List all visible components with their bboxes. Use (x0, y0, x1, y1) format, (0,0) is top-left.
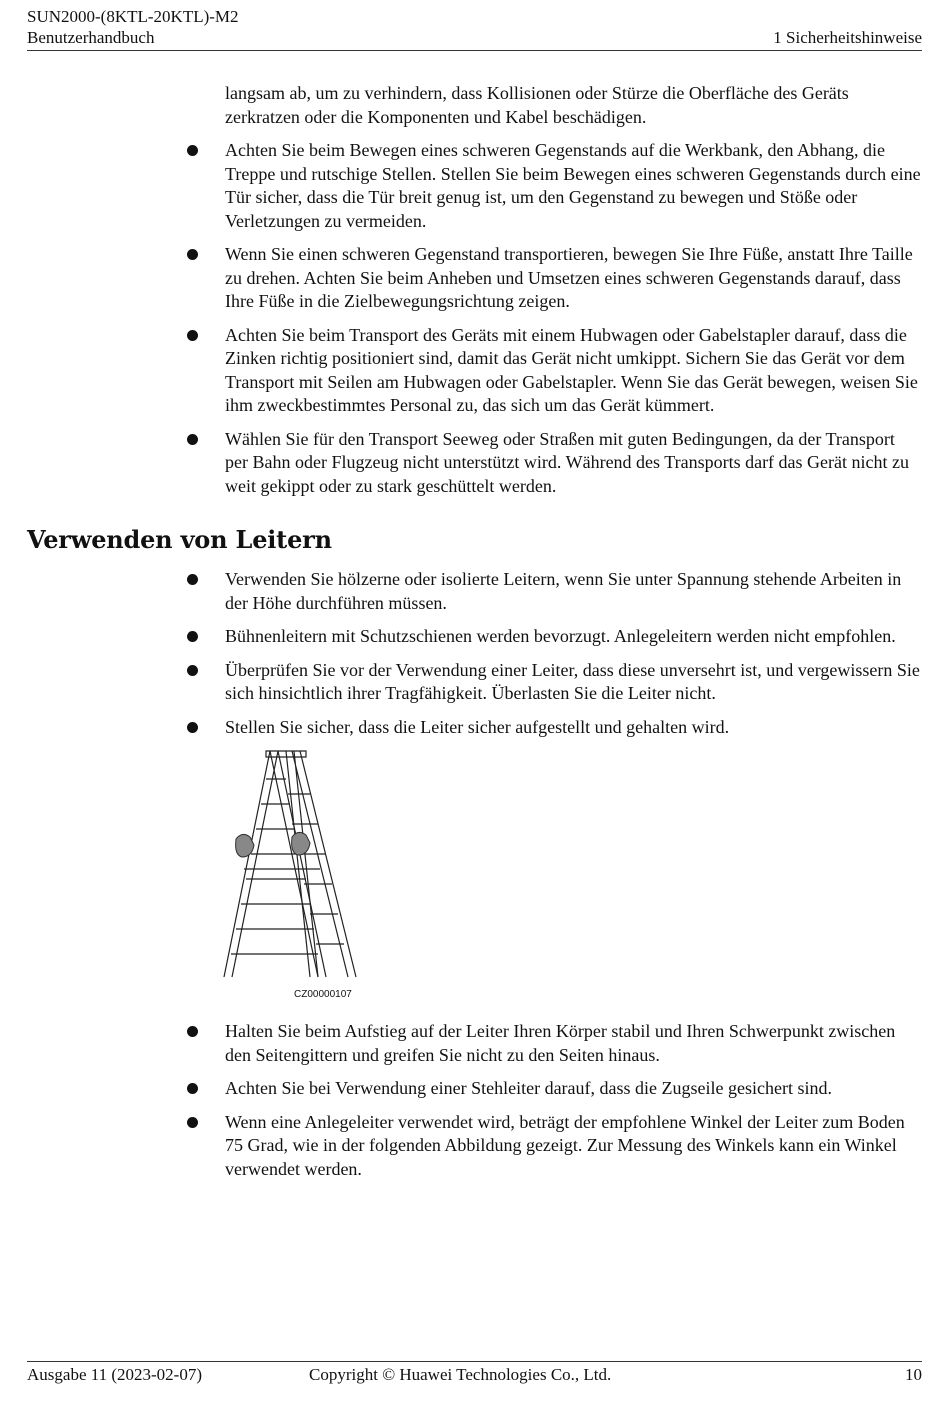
list-item-text: Halten Sie beim Aufstieg auf der Leiter Ihren Körper stabil und Ihren Schwerpunkt zwischen den Seitengittern und greifen Sie nicht zu den Seiten hinaus. (225, 1021, 896, 1065)
list-item-text: Bühnenleitern mit Schutzschienen werden bevorzugt. Anlegeleitern werden nicht empfohlen. (225, 626, 896, 646)
list-item-text: Stellen Sie sicher, dass die Leiter sicher aufgestellt und gehalten wird. (225, 716, 730, 737)
edition-label: Ausgabe 11 (2023-02-07) (27, 1365, 202, 1384)
list-item (225, 243, 922, 314)
bullet-icon (187, 1026, 198, 1037)
bullet-icon (187, 665, 198, 676)
list-item (225, 1077, 922, 1101)
figure-code: CZ00000107 (294, 989, 352, 1000)
list-item-text: langsam ab, um zu verhindern, dass Kollisionen oder Stürze die Oberfläche des Geräts zerkratzen oder die Komponenten und Kabel beschädigen. (225, 83, 849, 127)
document-type: Benutzerhandbuch (27, 28, 155, 47)
page-header (27, 6, 922, 51)
bullet-icon (187, 330, 198, 341)
page-number: 10 (905, 1365, 922, 1384)
list-item-text: Wählen Sie für den Transport Seeweg oder Straßen mit guten Bedingungen, da der Transport per Bahn oder Flugzeug nicht unterstützt wird. Während des Transports darf das Gerät nicht zu weit gekippt oder zu stark geschüttelt werden. (225, 428, 909, 496)
list-item-text: Achten Sie beim Bewegen eines schweren Gegenstands auf die Werkbank, den Abhang, die Treppe und rutschige Stellen. Stellen Sie beim Bewegen eines schweren Gegenstands durch eine Tür sicher, dass die Tür breit genug ist, um den Gegenstand zu bewegen und Stöße oder Verletzungen zu vermeiden. (225, 140, 921, 231)
list-item (225, 82, 922, 129)
page-footer (27, 1361, 922, 1384)
section-heading: Verwenden von Leitern (27, 525, 332, 554)
list-item-text: Wenn Sie einen schweren Gegenstand transportieren, bewegen Sie Ihre Füße, anstatt Ihre Taille zu drehen. Achten Sie beim Anheben und Umsetzen eines schweren Gegenstands darauf, dass Ihre Füße in die Zielbewegungsrichtung zeigen. (225, 244, 913, 311)
chapter-title: 1 Sicherheitshinweise (773, 28, 922, 47)
header-left (27, 6, 239, 48)
bullet-icon (187, 631, 198, 642)
list-item (225, 1111, 922, 1182)
copyright-label: Copyright © Huawei Technologies Co., Ltd. (309, 1365, 612, 1384)
list-item (225, 1020, 922, 1067)
list-item (225, 139, 922, 233)
bullet-icon (187, 1083, 198, 1094)
list-item (225, 568, 922, 615)
list-item-text: Überprüfen Sie vor der Verwendung einer Leiter, dass diese unversehrt ist, und vergewissern Sie sich hinsichtlich ihrer Tragfähigkeit. Überlasten Sie die Leiter nicht. (225, 659, 920, 703)
stepladder-illustration (222, 749, 362, 987)
bullet-icon (187, 1117, 198, 1128)
list-item (225, 625, 922, 649)
list-item-text: Verwenden Sie hölzerne oder isolierte Leitern, wenn Sie unter Spannung stehende Arbeiten in der Höhe durchführen müssen. (225, 569, 902, 613)
ladder-list-continued (0, 1020, 950, 1181)
product-name: SUN2000-(8KTL-20KTL)-M2 (27, 7, 239, 26)
list-item (225, 716, 922, 740)
bullet-icon (187, 249, 198, 260)
bullet-icon (187, 574, 198, 585)
page-content (0, 82, 950, 1191)
transport-list (0, 82, 950, 498)
ladder-figure (222, 749, 372, 1000)
list-item (225, 659, 922, 706)
list-item (225, 324, 922, 418)
list-item-text: Achten Sie beim Transport des Geräts mit einem Hubwagen oder Gabelstapler darauf, dass die Zinken richtig positioniert sind, damit das Gerät nicht umkippt. Sichern Sie das Gerät vor dem Transport mit Seilen am Hubwagen oder Gabelstapler. Wenn Sie das Gerät bewegen, weisen Sie ihm zweckbestimmtes Personal zu, das sich um das Gerät kümmert. (225, 324, 918, 415)
bullet-icon (187, 145, 198, 156)
list-item-text: Achten Sie bei Verwendung einer Stehleiter darauf, dass die Zugseile gesichert sind. (225, 1078, 832, 1098)
ladder-list (0, 568, 950, 739)
bullet-icon (187, 722, 198, 733)
bullet-icon (187, 434, 198, 445)
list-item-text: Wenn eine Anlegeleiter verwendet wird, beträgt der empfohlene Winkel der Leiter zum Boden 75 Grad, wie in der folgenden Abbildung gezeigt. Zur Messung des Winkels kann ein Winkel verwendet werden. (225, 1111, 905, 1179)
list-item (225, 428, 922, 499)
